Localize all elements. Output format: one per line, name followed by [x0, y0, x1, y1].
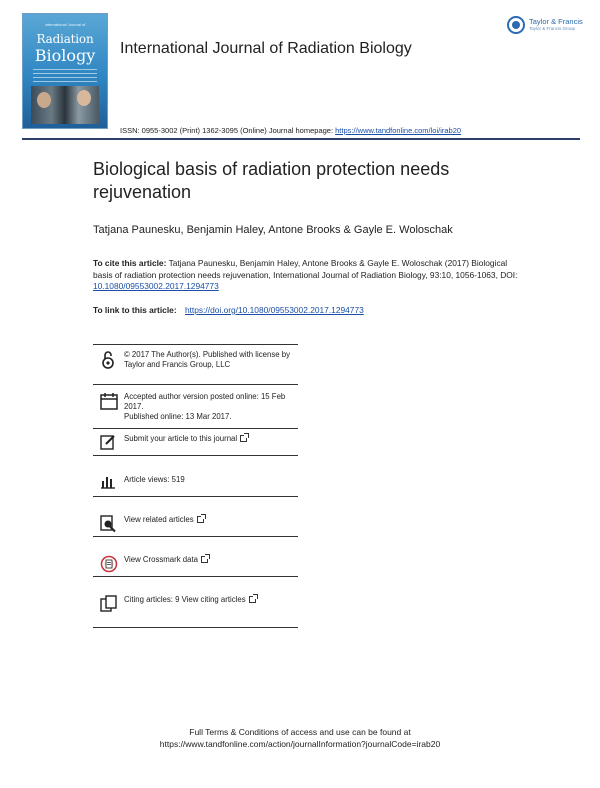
article-views-text: Article views: 519 [124, 475, 185, 484]
crossmark-label: View Crossmark data [124, 555, 198, 564]
footer-terms-link[interactable]: https://www.tandfonline.com/action/journalInformation?journalCode=irab20 [159, 739, 441, 749]
dates-item [93, 392, 298, 429]
journal-cover-image [22, 13, 108, 129]
accepted-date: Accepted author version posted online: 15 Feb 2017. [124, 392, 286, 411]
cover-title-line1: Radiation [36, 32, 94, 46]
published-date: Published online: 13 Mar 2017. [124, 412, 232, 421]
related-articles-icon [100, 515, 118, 535]
publisher-logo [507, 16, 591, 36]
open-access-icon [100, 350, 118, 370]
external-link-icon [197, 516, 204, 523]
related-articles-item[interactable] [93, 515, 298, 537]
article-doi-link[interactable]: https://doi.org/10.1080/09553002.2017.1294773 [184, 305, 364, 315]
article-title: Biological basis of radiation protection needs rejuvenation [93, 159, 450, 202]
calendar-icon [100, 392, 118, 412]
article-link-line [93, 305, 364, 315]
footer-terms-text: Full Terms & Conditions of access and use can be found at [189, 727, 411, 737]
submit-article-label: Submit your article to this journal [124, 434, 238, 443]
issn-text: ISSN: 0955-3002 (Print) 1362-3095 (Online) Journal homepage: [120, 126, 334, 135]
cite-doi-link[interactable]: 10.1080/09553002.2017.1294773 [93, 281, 219, 291]
external-link-icon [240, 435, 247, 442]
citing-articles-icon [100, 595, 118, 615]
cover-small-text: International Journal of [44, 22, 86, 27]
footer [0, 726, 600, 750]
submit-article-icon [100, 434, 118, 454]
info-top-divider [93, 344, 298, 345]
crossmark-icon [100, 555, 118, 575]
journal-homepage-link[interactable]: https://www.tandfonline.com/loi/irab20 [335, 126, 462, 135]
cover-text-lines [33, 69, 97, 83]
related-articles-link[interactable] [124, 515, 296, 525]
crossmark-link[interactable] [124, 555, 296, 565]
license-item [93, 350, 298, 385]
dates-text [124, 392, 296, 422]
license-text: © 2017 The Author(s). Published with license by Taylor and Francis Group, LLC [124, 350, 290, 369]
submit-article-item[interactable] [93, 434, 298, 456]
bar-chart-icon [100, 475, 118, 495]
taylor-francis-logo-icon [507, 16, 525, 34]
external-link-icon [201, 556, 208, 563]
header-divider [22, 138, 580, 140]
link-label: To link to this article: [93, 305, 177, 315]
article-views-item [93, 475, 298, 497]
external-link-icon [249, 596, 256, 603]
cite-label: To cite this article: [93, 258, 167, 268]
journal-title: International Journal of Radiation Biology [120, 40, 412, 57]
citing-articles-label: Citing articles: 9 View citing articles [124, 595, 246, 604]
citing-articles-link[interactable] [124, 595, 296, 605]
citing-articles-item[interactable] [93, 595, 298, 628]
issn-line [120, 126, 461, 135]
cite-text: Tatjana Paunesku, Benjamin Haley, Antone Brooks & Gayle E. Woloschak (2017) Biological basis of radiation protection needs rejuvenation, International Journal of Radiation Biology, 93:10, 1056-1063, DOI: [93, 258, 518, 280]
submit-article-link[interactable] [124, 434, 296, 444]
citation-block [93, 258, 523, 293]
cover-portrait-right [77, 90, 91, 106]
related-articles-label: View related articles [124, 515, 194, 524]
article-authors: Tatjana Paunesku, Benjamin Haley, Antone Brooks & Gayle E. Woloschak [93, 224, 453, 236]
crossmark-item[interactable] [93, 555, 298, 577]
publisher-logo-sub: Taylor & Francis Group [529, 26, 576, 31]
cover-title-line2: Biology [34, 46, 96, 65]
publisher-logo-name: Taylor & Francis [529, 17, 583, 26]
cover-portrait-left [37, 92, 51, 108]
